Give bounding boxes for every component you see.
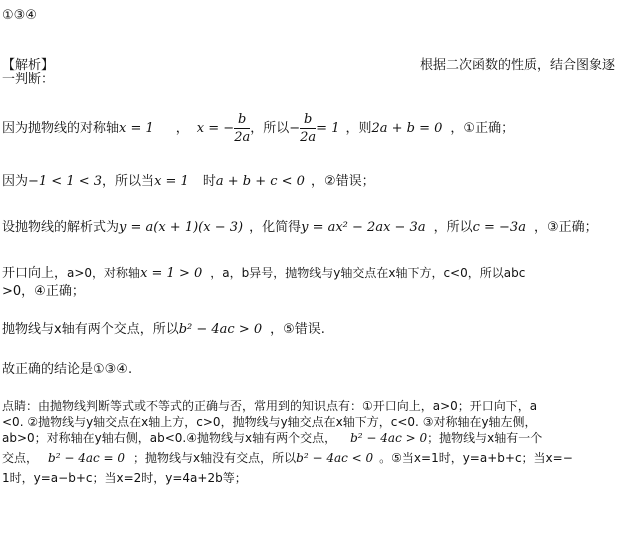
step1-fraction: $\frac{b}{2a}$ [234, 112, 251, 145]
step4-line1: 开口向上，a>0，对称轴x = 1 > 0 ，a，b异号，抛物线与y轴交点在x轴下方，c<0，所以abc [2, 266, 526, 281]
step2-ineq: −1 < 1 < 3 [28, 174, 103, 189]
step1-then: ，则 [345, 121, 372, 136]
answer-line: ①③④ [2, 8, 37, 23]
tips-line4: 交点， b² − 4ac = 0 ；抛物线与x轴没有交点，所以b² − 4ac < 0 。⑤当x=1时，y=a+b+c；当x=− [2, 451, 573, 465]
analysis-intro: 根据二次函数的性质，结合图象逐 [420, 58, 616, 73]
step1-line: 因为抛物线的对称轴x = 1 ， x = − $\frac{b}{2a}$ ，所以− $\frac{b}{2a}$ = 1 ，则2a + b = 0 ，①正确； [2, 112, 515, 145]
step2-verdict: ，②错误； [310, 174, 375, 189]
step3-expr: y = a(x + 1)(x − 3) [119, 220, 244, 235]
step5-verdict: ，⑤错误. [270, 322, 325, 337]
step5-expr: b² − 4ac > 0 [178, 322, 263, 337]
step3-expanded: y = ax² − 2ax − 3a [301, 220, 426, 235]
step1-axis-eq: x = 1 [119, 121, 154, 136]
step1-so: ，所以 [250, 121, 290, 136]
step3-c-eq: c = −3a [472, 220, 526, 235]
step3-verdict: ，③正确； [533, 220, 598, 235]
tips-line2: <0. ②抛物线与y轴交点在x轴上方，c>0，抛物线与y轴交点在x轴下方，c<0. ③对称轴在y轴左侧， [2, 415, 537, 429]
step4-line2: >0，④正确； [2, 284, 85, 299]
step3-line: 设抛物线的解析式为y = a(x + 1)(x − 3) ，化简得y = ax² − 2ax − 3a ，所以c = −3a ，③正确； [2, 220, 598, 235]
step2-line: 因为−1 < 1 < 3，所以当x = 1 时a + b + c < 0 ，②错误； [2, 174, 375, 189]
tips-line1: 点睛：由抛物线判断等式或不等式的正确与否，常用到的知识点有：①开口向上，a>0；开口向下，a [2, 399, 538, 413]
tips-line5: 1时，y=a−b+c；当x=2时，y=4a+2b等； [2, 471, 247, 485]
step1-formula-lhs: x = − [196, 121, 235, 136]
tips-line3: ab>0；对称轴在y轴右侧，ab<0.④抛物线与x轴有两个交点， b² − 4ac > 0；抛物线与x轴有一个 [2, 431, 543, 445]
step1-eq1: = 1 [316, 121, 340, 136]
step1-verdict: ，①正确； [450, 121, 515, 136]
step2-expr: a + b + c < 0 [215, 174, 305, 189]
step1-comma: ， [175, 121, 189, 136]
step1-fraction2: $\frac{b}{2a}$ [300, 112, 317, 145]
analysis-tag: 【解析】 [2, 58, 55, 73]
step1-result: 2a + b = 0 [371, 121, 443, 136]
step1-prefix: 因为抛物线的对称轴 [2, 121, 120, 136]
step4-axis: x = 1 > 0 [140, 266, 203, 281]
conclusion: 故正确的结论是①③④. [2, 362, 133, 377]
analysis-intro-cont: 一判断： [2, 72, 55, 87]
step5-line: 抛物线与x轴有两个交点，所以b² − 4ac > 0 ，⑤错误. [2, 322, 325, 337]
